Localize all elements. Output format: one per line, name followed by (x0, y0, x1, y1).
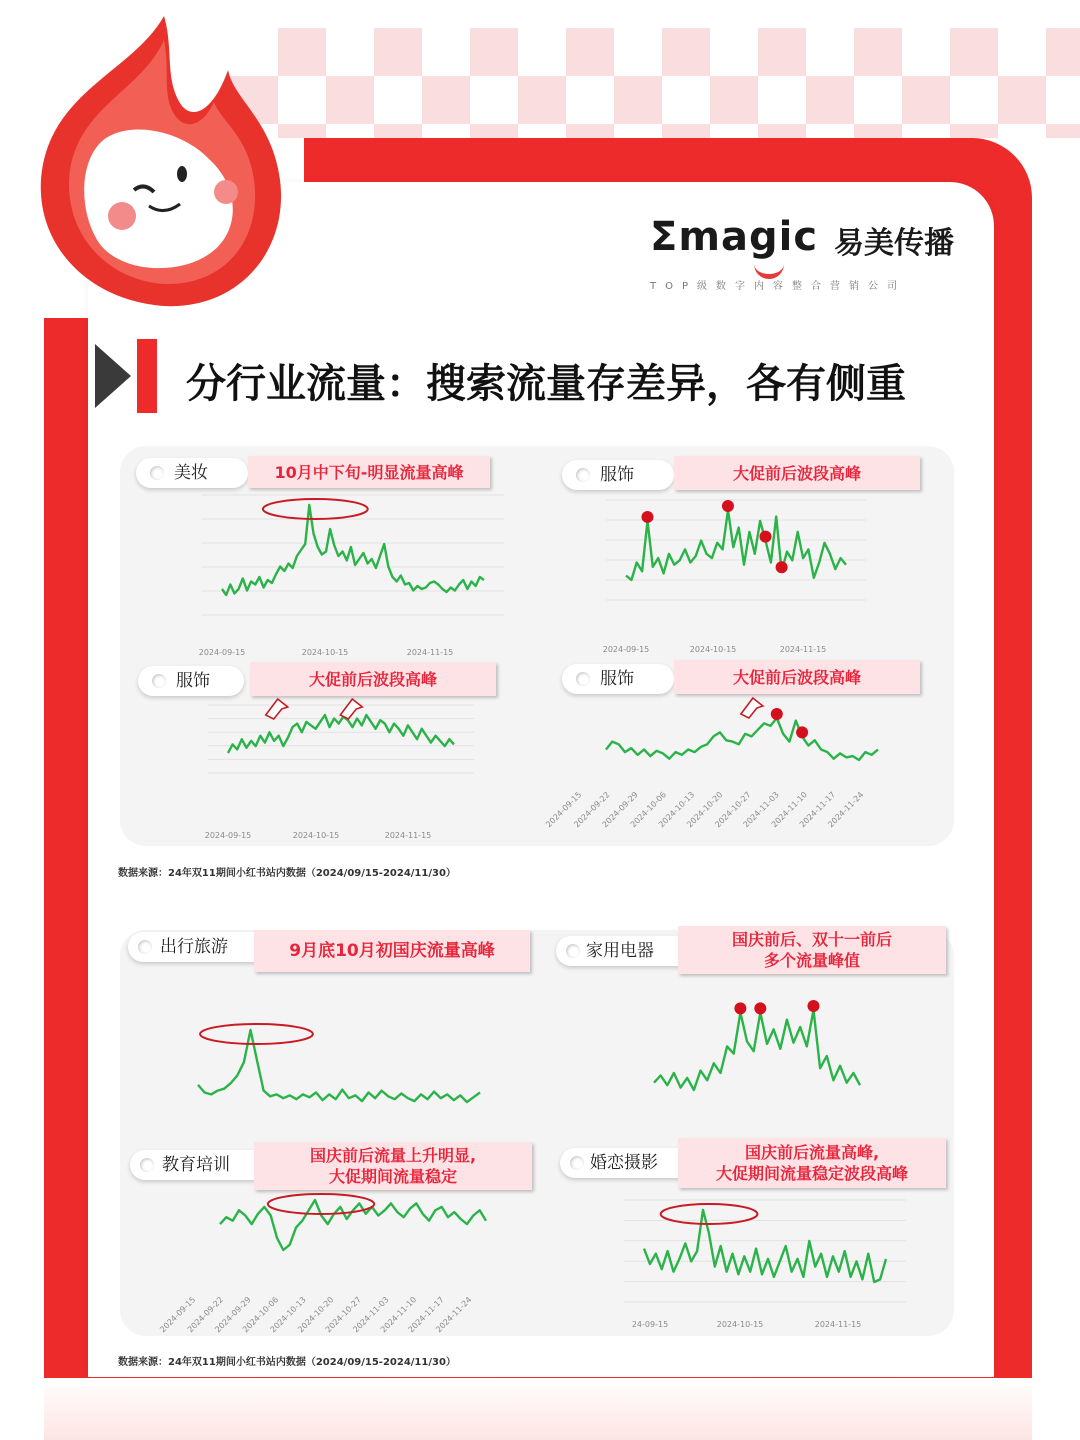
data-source-bottom: 数据来源：24年双11期间小红书站内数据（2024/09/15-2024/11/30） (118, 1357, 456, 1368)
x-tick-label: 2024-11-15 (406, 648, 454, 657)
category-label: 婚恋摄影 (590, 1153, 658, 1173)
pill-dot-icon (150, 466, 164, 480)
x-tick-label: 2024-09-29 (600, 790, 640, 830)
brand-wordmark: Σmagic (650, 214, 819, 260)
category-pill (128, 932, 268, 962)
chart-note: 大促前后波段高峰 (674, 660, 920, 694)
x-tick-label: 2024-10-06 (240, 1295, 281, 1335)
x-tick-label: 2024-11-17 (406, 1295, 446, 1335)
title-accent-bar (137, 339, 157, 413)
brand-logo (650, 214, 970, 294)
category-label: 服饰 (176, 671, 210, 691)
x-tick-label: 2024-10-27 (713, 790, 753, 830)
x-tick-label: 2024-09-15 (544, 790, 584, 830)
category-pill (130, 1150, 270, 1180)
x-tick-label: 2024-11-10 (769, 790, 810, 830)
x-tick-label: 2024-10-06 (628, 790, 669, 830)
chart-note: 10月中下旬-明显流量高峰 (248, 456, 490, 488)
pill-dot-icon (138, 940, 152, 954)
chart-note: 国庆前后流量上升明显, 大促期间流量稳定 (254, 1142, 532, 1190)
x-tick-label: 2024-10-27 (323, 1295, 364, 1335)
chart-note: 国庆前后、双十一前后 多个流量峰值 (678, 926, 946, 974)
category-label: 教育培训 (162, 1155, 230, 1175)
chart-note: 大促前后波段高峰 (674, 456, 920, 490)
category-pill (556, 936, 692, 966)
page-title: 分行业流量：搜索流量存差异，各有侧重 (186, 361, 906, 407)
chart-note: 大促前后波段高峰 (250, 662, 496, 696)
pill-dot-icon (570, 1156, 584, 1170)
x-tick-label: 2024-10-13 (656, 790, 697, 830)
pill-dot-icon (152, 674, 166, 688)
x-tick-label: 2024-10-15 (301, 648, 349, 657)
title-arrow-icon (95, 344, 131, 408)
category-pill (562, 460, 674, 490)
chart-note: 9月底10月初国庆流量高峰 (254, 930, 530, 972)
x-tick-label: 2024-10-15 (689, 645, 737, 654)
category-label: 服饰 (600, 465, 634, 485)
x-tick-label: 2024-10-20 (685, 790, 725, 830)
x-tick-label: 2024-11-24 (826, 790, 866, 830)
pill-dot-icon (140, 1158, 154, 1172)
x-tick-label: 2024-09-15 (204, 831, 252, 840)
x-tick-label: 2024-11-15 (814, 1320, 862, 1329)
category-label: 出行旅游 (160, 937, 228, 957)
x-tick-label: 2024-09-22 (572, 790, 612, 830)
x-tick-label: 2024-09-22 (185, 1295, 226, 1335)
bottom-fade (44, 1378, 1032, 1440)
x-tick-label: 2024-10-20 (296, 1295, 336, 1335)
brand-name: 易美传播 (834, 226, 954, 261)
pill-dot-icon (576, 468, 590, 482)
x-tick-label: 2024-11-10 (378, 1295, 419, 1335)
category-label: 美妆 (174, 463, 208, 483)
pill-dot-icon (576, 672, 590, 686)
flame-mascot-icon (14, 10, 304, 330)
x-tick-label: 2024-09-15 (602, 645, 650, 654)
x-tick-label: 2024-10-15 (716, 1320, 764, 1329)
panel-top (120, 446, 954, 846)
x-tick-label: 2024-11-15 (384, 831, 432, 840)
x-tick-label: 2024-11-24 (434, 1295, 474, 1335)
x-tick-label: 2024-09-29 (213, 1295, 253, 1335)
category-pill (138, 666, 244, 696)
panel-bottom (120, 930, 954, 1336)
category-pill (562, 664, 674, 694)
checker-pattern (230, 28, 1080, 138)
brand-tagline: TOP级数字内容整合营销公司 (650, 281, 907, 292)
data-source-top: 数据来源：24年双11期间小红书站内数据（2024/09/15-2024/11/30） (118, 868, 456, 879)
x-tick-label: 2024-11-03 (741, 790, 781, 830)
x-tick-label: 2024-11-15 (779, 645, 827, 654)
x-tick-label: 2024-10-13 (268, 1295, 308, 1335)
x-tick-label: 2024-11-17 (797, 790, 838, 830)
x-tick-label: 2024-10-15 (292, 831, 340, 840)
chart-note: 国庆前后流量高峰, 大促期间流量稳定波段高峰 (678, 1138, 946, 1188)
x-tick-label: 24-09-15 (631, 1320, 669, 1329)
x-tick-label: 2024-09-15 (158, 1295, 198, 1335)
pill-dot-icon (566, 944, 580, 958)
category-pill (136, 458, 248, 488)
x-tick-label: 2024-11-03 (351, 1295, 391, 1335)
x-tick-label: 2024-09-15 (198, 648, 246, 657)
category-label: 服饰 (600, 669, 634, 689)
category-label: 家用电器 (586, 941, 654, 961)
